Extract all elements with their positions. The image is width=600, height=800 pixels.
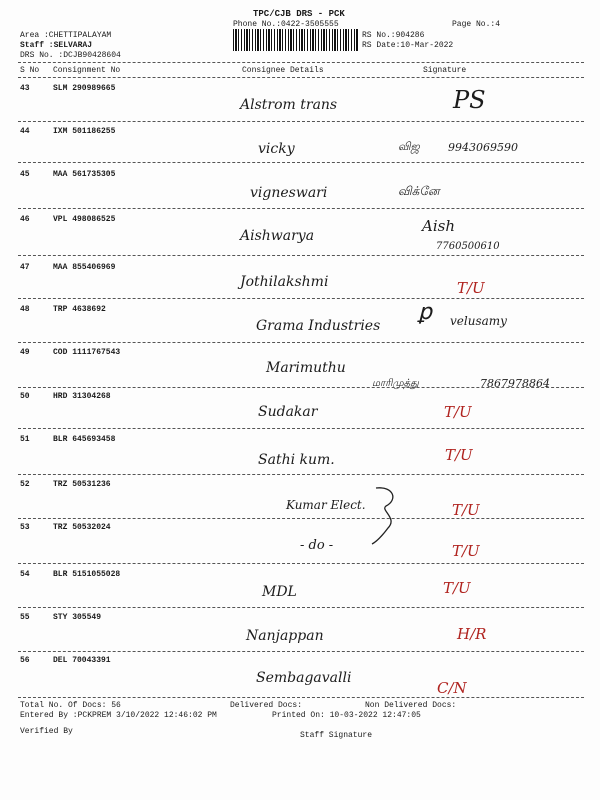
col-signature: Signature <box>423 66 467 75</box>
rs-date: RS Date:10-Mar-2022 <box>362 41 454 50</box>
printed-on: Printed On: 10-03-2022 12:47:05 <box>272 711 421 720</box>
phone-number: Phone No.:0422-3505555 <box>233 20 339 29</box>
signature-phone: 9943069590 <box>448 141 518 154</box>
row-sno: 49 <box>20 348 30 357</box>
signature: T/U <box>443 579 471 597</box>
row-sno: 48 <box>20 305 30 314</box>
row-sno: 51 <box>20 435 30 444</box>
page-number: Page No.:4 <box>452 20 501 29</box>
signature: T/U <box>445 446 473 464</box>
ditto-bracket-icon <box>368 484 404 550</box>
consignee-name: MDL <box>262 584 297 600</box>
consignee-name: Grama Industries <box>256 318 381 334</box>
signature: விக்னே <box>398 184 440 198</box>
consignee-name: Alstrom trans <box>240 97 338 113</box>
signature: T/U <box>457 279 485 297</box>
row-consignment: MAA 561735305 <box>53 170 116 179</box>
row-divider <box>18 387 584 388</box>
signature: velusamy <box>450 314 507 328</box>
signature-mark: ꝑ <box>418 300 432 325</box>
row-divider <box>18 121 584 122</box>
row-sno: 53 <box>20 523 30 532</box>
row-consignment: SLM 290989665 <box>53 84 116 93</box>
row-consignment: DEL 70043391 <box>53 656 111 665</box>
row-divider <box>18 474 584 475</box>
signature: C/N <box>437 679 467 697</box>
consignee-name: Jothilakshmi <box>240 274 329 290</box>
row-divider <box>18 298 584 299</box>
signature: மாரிமுத்து <box>372 378 419 389</box>
row-consignment: TRP 4638692 <box>53 305 106 314</box>
signature: T/U <box>452 501 480 519</box>
verified-by: Verified By <box>20 727 73 736</box>
row-sno: 55 <box>20 613 30 622</box>
row-sno: 54 <box>20 570 30 579</box>
drs-number: DRS No. :DCJB90428604 <box>20 51 121 60</box>
staff-label: Staff :SELVARAJ <box>20 41 93 50</box>
row-divider <box>18 162 584 163</box>
entered-by: Entered By :PCKPREM 3/10/2022 12:46:02 PM <box>20 711 217 720</box>
row-consignment: TRZ 50532024 <box>53 523 111 532</box>
row-sno: 50 <box>20 392 30 401</box>
barcode <box>233 29 359 51</box>
row-divider <box>18 697 584 698</box>
row-sno: 47 <box>20 263 30 272</box>
staff-signature: Staff Signature <box>300 731 373 740</box>
consignee-name: - do - <box>300 538 334 553</box>
row-consignment: TRZ 50531236 <box>53 480 111 489</box>
row-divider <box>18 651 584 652</box>
consignee-name: Sembagavalli <box>256 670 352 686</box>
row-divider <box>18 518 584 519</box>
total-docs: Total No. Of Docs: 56 <box>20 701 121 710</box>
row-divider <box>18 255 584 256</box>
signature: விஜ <box>398 140 420 153</box>
signature: T/U <box>444 403 472 421</box>
row-consignment: BLR 5151055028 <box>53 570 121 579</box>
row-consignment: VPL 498086525 <box>53 215 116 224</box>
row-sno: 56 <box>20 656 30 665</box>
consignee-name: Sudakar <box>258 404 318 420</box>
non-delivered-docs: Non Delivered Docs: <box>365 701 457 710</box>
signature: T/U <box>452 542 480 560</box>
consignee-name: vicky <box>258 141 295 157</box>
col-consignment: Consignment No <box>53 66 121 75</box>
signature-phone: 7760500610 <box>436 241 500 252</box>
row-consignment: COD 1111767543 <box>53 348 121 357</box>
signature: Aish <box>422 217 455 235</box>
row-sno: 44 <box>20 127 30 136</box>
row-divider <box>18 208 584 209</box>
delivered-docs: Delivered Docs: <box>230 701 303 710</box>
rs-number: RS No.:904286 <box>362 31 425 40</box>
row-sno: 45 <box>20 170 30 179</box>
consignee-name: Aishwarya <box>240 228 315 244</box>
area-label: Area :CHETTIPALAYAM <box>20 31 112 40</box>
consignee-name: Marimuthu <box>266 360 346 376</box>
consignee-name: vigneswari <box>250 185 328 201</box>
row-consignment: MAA 855406969 <box>53 263 116 272</box>
divider <box>18 77 584 78</box>
col-sno: S No <box>20 66 40 75</box>
row-consignment: IXM 501186255 <box>53 127 116 136</box>
row-sno: 52 <box>20 480 30 489</box>
signature-phone: 7867978864 <box>480 377 550 390</box>
consignee-name: Kumar Elect. <box>286 498 366 512</box>
consignee-name: Sathi kum. <box>258 452 335 468</box>
row-sno: 46 <box>20 215 30 224</box>
row-sno: 43 <box>20 84 30 93</box>
consignee-name: Nanjappan <box>246 628 324 644</box>
signature: PS <box>453 86 486 114</box>
signature: H/R <box>457 625 487 643</box>
row-divider <box>18 563 584 564</box>
row-consignment: BLR 645693458 <box>53 435 116 444</box>
row-consignment: HRD 31304268 <box>53 392 111 401</box>
divider <box>18 62 584 63</box>
row-consignment: STY 305549 <box>53 613 102 622</box>
row-divider <box>18 342 584 343</box>
row-divider <box>18 607 584 608</box>
sheet-title: TPC/CJB DRS - PCK <box>253 9 345 19</box>
col-consignee: Consignee Details <box>242 66 324 75</box>
row-divider <box>18 428 584 429</box>
